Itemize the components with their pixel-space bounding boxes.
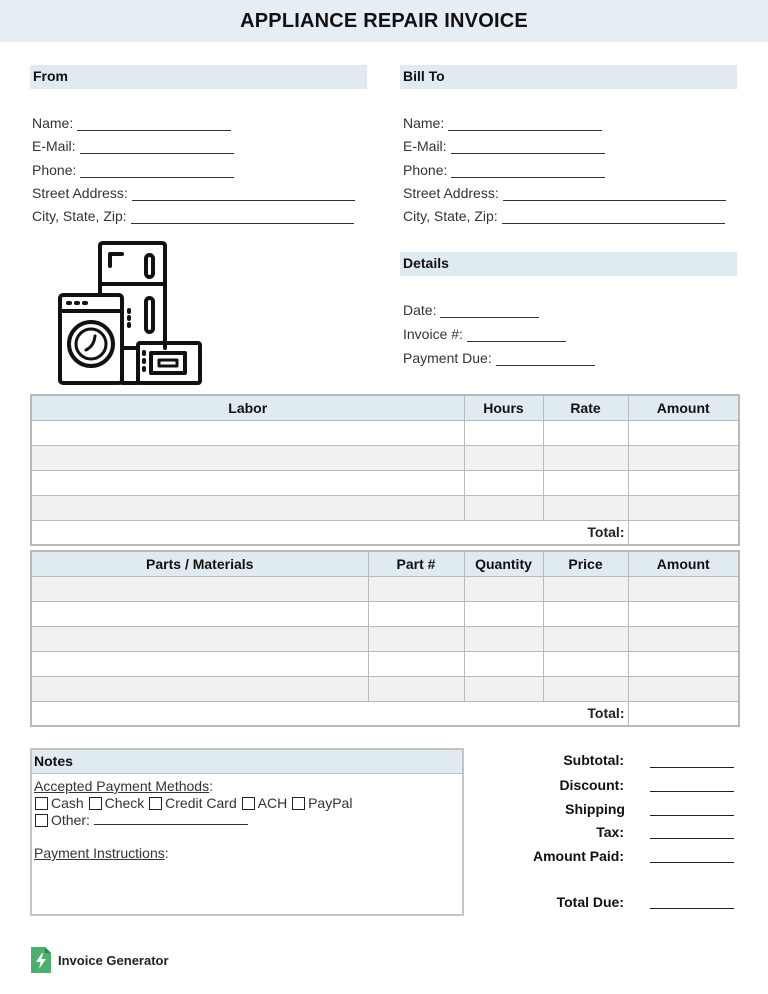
from-name-field[interactable]	[32, 115, 231, 131]
accepted-methods-label: Accepted Payment Methods	[34, 778, 210, 794]
table-cell[interactable]	[464, 445, 543, 470]
table-cell[interactable]	[543, 626, 628, 651]
cash-checkbox[interactable]	[35, 797, 48, 810]
from-city-label: City, State, Zip:	[32, 208, 127, 224]
from-name-label: Name:	[32, 115, 74, 131]
parts-total-cell[interactable]	[628, 701, 739, 726]
total-due-label: Total Due:	[556, 894, 624, 910]
parts-amount-col-header: Amount	[628, 551, 739, 576]
table-cell[interactable]	[31, 676, 368, 701]
notes-box	[30, 748, 464, 916]
from-name-line	[77, 119, 231, 131]
check-label: Check	[104, 795, 145, 811]
bill-phone-field[interactable]	[403, 162, 605, 178]
from-phone-line	[80, 166, 234, 178]
parts-total-row	[31, 701, 739, 726]
labor-header-row	[31, 395, 739, 420]
table-cell[interactable]	[543, 601, 628, 626]
hours-col-header: Hours	[464, 395, 543, 420]
brand-name: Invoice Generator	[58, 952, 169, 968]
from-email-line	[80, 142, 234, 154]
table-row	[31, 626, 739, 651]
from-city-field[interactable]	[32, 208, 354, 224]
brand-footer[interactable]	[31, 947, 169, 973]
table-cell[interactable]	[628, 495, 739, 520]
labor-total-row	[31, 520, 739, 545]
table-cell[interactable]	[464, 420, 543, 445]
table-cell[interactable]	[628, 576, 739, 601]
tax-line[interactable]	[650, 838, 734, 839]
table-cell[interactable]	[368, 601, 464, 626]
table-cell[interactable]	[543, 495, 628, 520]
table-cell[interactable]	[31, 651, 368, 676]
other-method-row	[34, 812, 460, 829]
table-row	[31, 601, 739, 626]
table-cell[interactable]	[368, 651, 464, 676]
table-cell[interactable]	[543, 445, 628, 470]
table-cell[interactable]	[368, 676, 464, 701]
tax-label: Tax:	[596, 824, 624, 840]
table-cell[interactable]	[31, 445, 464, 470]
bill-street-label: Street Address:	[403, 185, 499, 201]
part-number-col-header: Part #	[368, 551, 464, 576]
table-cell[interactable]	[628, 676, 739, 701]
subtotal-label: Subtotal:	[563, 752, 624, 768]
other-line[interactable]	[94, 813, 248, 825]
credit-card-label: Credit Card	[165, 795, 237, 811]
bill-street-field[interactable]	[403, 185, 726, 201]
table-cell[interactable]	[31, 626, 368, 651]
date-label: Date:	[403, 302, 437, 318]
parts-header-row	[31, 551, 739, 576]
discount-line[interactable]	[650, 791, 734, 792]
bill-name-field[interactable]	[403, 115, 602, 131]
table-cell[interactable]	[464, 651, 543, 676]
payment-due-field[interactable]	[403, 350, 595, 366]
ach-label: ACH	[257, 795, 288, 811]
table-row	[31, 470, 739, 495]
bill-email-label: E-Mail:	[403, 138, 447, 154]
table-cell[interactable]	[464, 495, 543, 520]
payment-instructions-line	[34, 845, 460, 862]
subtotal-line[interactable]	[650, 767, 734, 768]
from-city-line	[131, 212, 354, 224]
table-cell[interactable]	[464, 626, 543, 651]
bill-city-line	[502, 212, 725, 224]
table-cell[interactable]	[543, 470, 628, 495]
table-cell[interactable]	[368, 626, 464, 651]
from-email-label: E-Mail:	[32, 138, 76, 154]
table-cell[interactable]	[543, 651, 628, 676]
table-cell[interactable]	[543, 420, 628, 445]
bill-city-field[interactable]	[403, 208, 725, 224]
table-row	[31, 576, 739, 601]
bill-phone-label: Phone:	[403, 162, 448, 178]
invoice-title: APPLIANCE REPAIR INVOICE	[240, 9, 528, 32]
from-heading: From	[30, 65, 367, 89]
other-label: Other:	[51, 812, 90, 828]
parts-table	[30, 550, 740, 727]
shipping-line[interactable]	[650, 815, 734, 816]
table-cell[interactable]	[628, 651, 739, 676]
table-cell[interactable]	[464, 470, 543, 495]
accepted-methods-colon: :	[209, 778, 213, 794]
lightning-bolt-icon	[31, 947, 51, 973]
amount-paid-line[interactable]	[650, 862, 734, 863]
table-cell[interactable]	[464, 676, 543, 701]
ach-checkbox[interactable]	[242, 797, 255, 810]
table-cell[interactable]	[31, 495, 464, 520]
rate-col-header: Rate	[543, 395, 628, 420]
bill-phone-line	[451, 166, 605, 178]
parts-total-label: Total:	[31, 701, 628, 726]
payment-instructions-label: Payment Instructions	[34, 845, 165, 861]
invoice-number-line	[467, 330, 566, 342]
table-row	[31, 495, 739, 520]
check-checkbox[interactable]	[89, 797, 102, 810]
table-row	[31, 420, 739, 445]
amount-paid-label: Amount Paid:	[533, 848, 624, 864]
labor-total-cell[interactable]	[628, 520, 739, 545]
bill-to-heading: Bill To	[400, 65, 737, 89]
payment-due-line	[496, 354, 595, 366]
invoice-number-field[interactable]	[403, 326, 566, 342]
labor-amount-col-header: Amount	[628, 395, 739, 420]
parts-col-header: Parts / Materials	[31, 551, 368, 576]
table-row	[31, 651, 739, 676]
notes-body[interactable]	[32, 774, 462, 866]
table-row	[31, 445, 739, 470]
table-cell[interactable]	[31, 470, 464, 495]
table-cell[interactable]	[628, 420, 739, 445]
other-checkbox[interactable]	[35, 814, 48, 827]
from-email-field[interactable]	[32, 138, 234, 154]
date-line	[440, 306, 539, 318]
from-phone-field[interactable]	[32, 162, 234, 178]
bill-name-line	[448, 119, 602, 131]
bill-email-line	[451, 142, 605, 154]
paypal-checkbox[interactable]	[292, 797, 305, 810]
payment-due-label: Payment Due:	[403, 350, 492, 366]
table-cell[interactable]	[543, 576, 628, 601]
title-bar	[0, 0, 768, 42]
price-col-header: Price	[543, 551, 628, 576]
table-cell[interactable]	[31, 576, 368, 601]
payment-instructions-colon: :	[164, 845, 169, 861]
bill-street-line	[503, 189, 726, 201]
from-street-field[interactable]	[32, 185, 355, 201]
labor-col-header: Labor	[31, 395, 464, 420]
bill-name-label: Name:	[403, 115, 445, 131]
bill-city-label: City, State, Zip:	[403, 208, 498, 224]
total-due-line[interactable]	[650, 908, 734, 909]
table-cell[interactable]	[628, 445, 739, 470]
quantity-col-header: Quantity	[464, 551, 543, 576]
table-cell[interactable]	[368, 576, 464, 601]
details-heading: Details	[400, 252, 737, 276]
invoice-number-label: Invoice #:	[403, 326, 463, 342]
appliances-icon	[56, 240, 204, 388]
table-cell[interactable]	[628, 626, 739, 651]
payment-methods-row	[34, 795, 460, 812]
table-cell[interactable]	[464, 601, 543, 626]
table-cell[interactable]	[31, 420, 464, 445]
accepted-methods-line	[34, 778, 460, 795]
labor-total-label: Total:	[31, 520, 628, 545]
table-cell[interactable]	[628, 601, 739, 626]
table-cell[interactable]	[31, 601, 368, 626]
bill-email-field[interactable]	[403, 138, 605, 154]
from-phone-label: Phone:	[32, 162, 77, 178]
table-row	[31, 676, 739, 701]
labor-table	[30, 394, 740, 546]
from-street-label: Street Address:	[32, 185, 128, 201]
cash-label: Cash	[51, 795, 84, 811]
discount-label: Discount:	[559, 777, 624, 793]
credit-card-checkbox[interactable]	[149, 797, 162, 810]
from-street-line	[132, 189, 355, 201]
table-cell[interactable]	[543, 676, 628, 701]
paypal-label: PayPal	[308, 795, 353, 811]
table-cell[interactable]	[464, 576, 543, 601]
shipping-label: Shipping	[565, 801, 625, 817]
date-field[interactable]	[403, 302, 539, 318]
table-cell[interactable]	[628, 470, 739, 495]
notes-heading: Notes	[32, 750, 462, 774]
